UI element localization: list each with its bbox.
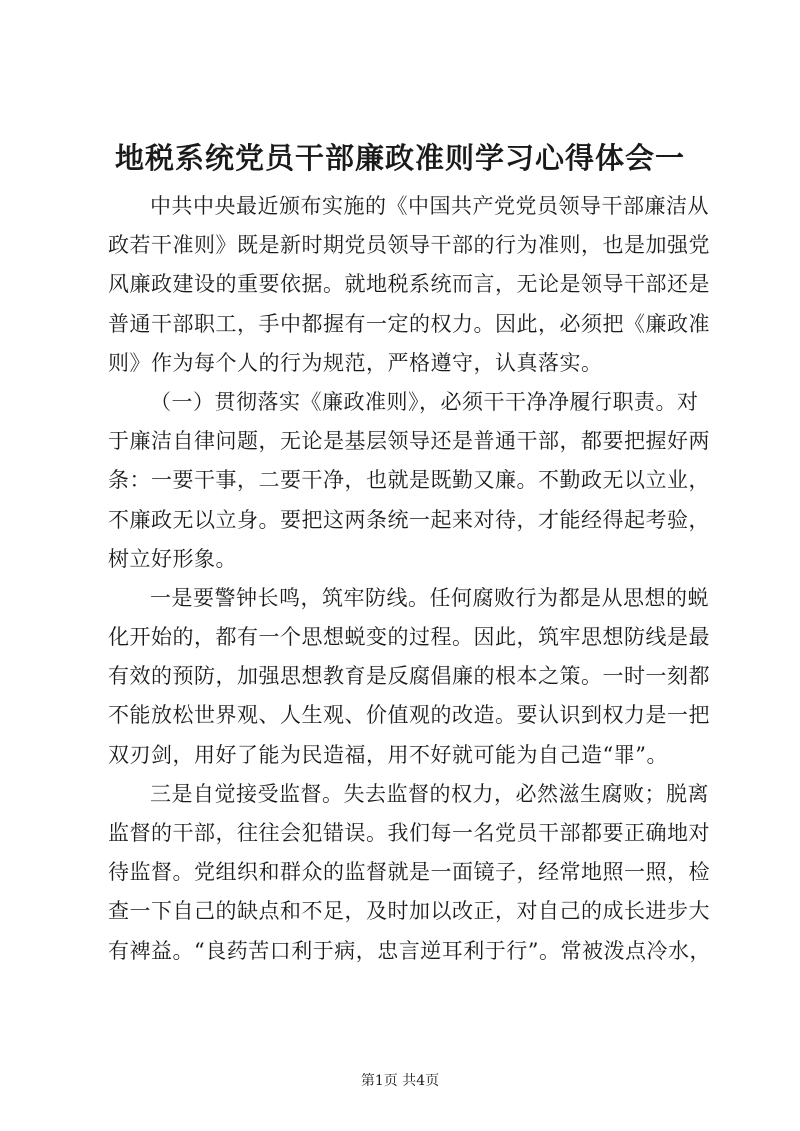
paragraph-line: 查一下自己的缺点和不足，及时加以改正，对自己的成长进步大 [108,899,710,924]
paragraph-line: 一是要警钟长鸣，筑牢防线。任何腐败行为都是从思想的蜕 [150,585,709,610]
paragraph-line: 中共中央最近颁布实施的《中国共产党党员领导干部廉洁从 [150,194,709,218]
paragraph-line: 三是自觉接受监督。失去监督的权力，必然滋生腐败；脱离 [150,781,709,806]
paragraph-line: 于廉洁自律问题，无论是基层领导还是普通干部，都要把握好两 [108,429,710,454]
document-body [108,187,711,971]
paragraph-line: 化开始的，都有一个思想蜕变的过程。因此，筑牢思想防线是最 [108,625,710,650]
paragraph-line: （一）贯彻落实《廉政准则》，必须干干净净履行职责。对 [150,389,699,414]
paragraph-line: 普通干部职工，手中都握有一定的权力。因此，必须把《廉政准 [108,311,710,336]
paragraph-line: 有效的预防，加强思想教育是反腐倡廉的根本之策。一时一刻都 [108,664,710,689]
page-footer: 第1页 共4页 [360,1073,440,1089]
paragraph-line: 待监督。党组织和群众的监督就是一面镜子，经常地照一照，检 [108,860,710,885]
paragraph-line: 监督的干部，往往会犯错误。我们每一名党员干部都要正确地对 [108,821,710,845]
paragraph-line: 政若干准则》既是新时期党员领导干部的行为准则，也是加强党 [108,233,710,258]
paragraph-line: 不能放松世界观、人生观、价值观的改造。要认识到权力是一把 [108,703,710,728]
paragraph-line: 则》作为每个人的行为规范，严格遵守，认真落实。 [108,350,603,375]
paragraph-line: 有裨益。“良药苦口利于病，忠言逆耳利于行”。常被泼点冷水， [108,938,711,963]
paragraph-line: 树立好形象。 [108,546,237,571]
paragraph-line: 条：一要干事，二要干净，也就是既勤又廉。不勤政无以立业， [108,468,710,493]
paragraph-line: 双刃剑，用好了能为民造福，用不好就可能为自己造“罪”。 [108,742,668,767]
paragraph-line: 风廉政建设的重要依据。就地税系统而言，无论是领导干部还是 [108,272,710,297]
paragraph-line: 不廉政无以立身。要把这两条统一起来对待，才能经得起考验， [108,507,710,532]
document-title: 地税系统党员干部廉政准则学习心得体会一 [114,141,685,175]
